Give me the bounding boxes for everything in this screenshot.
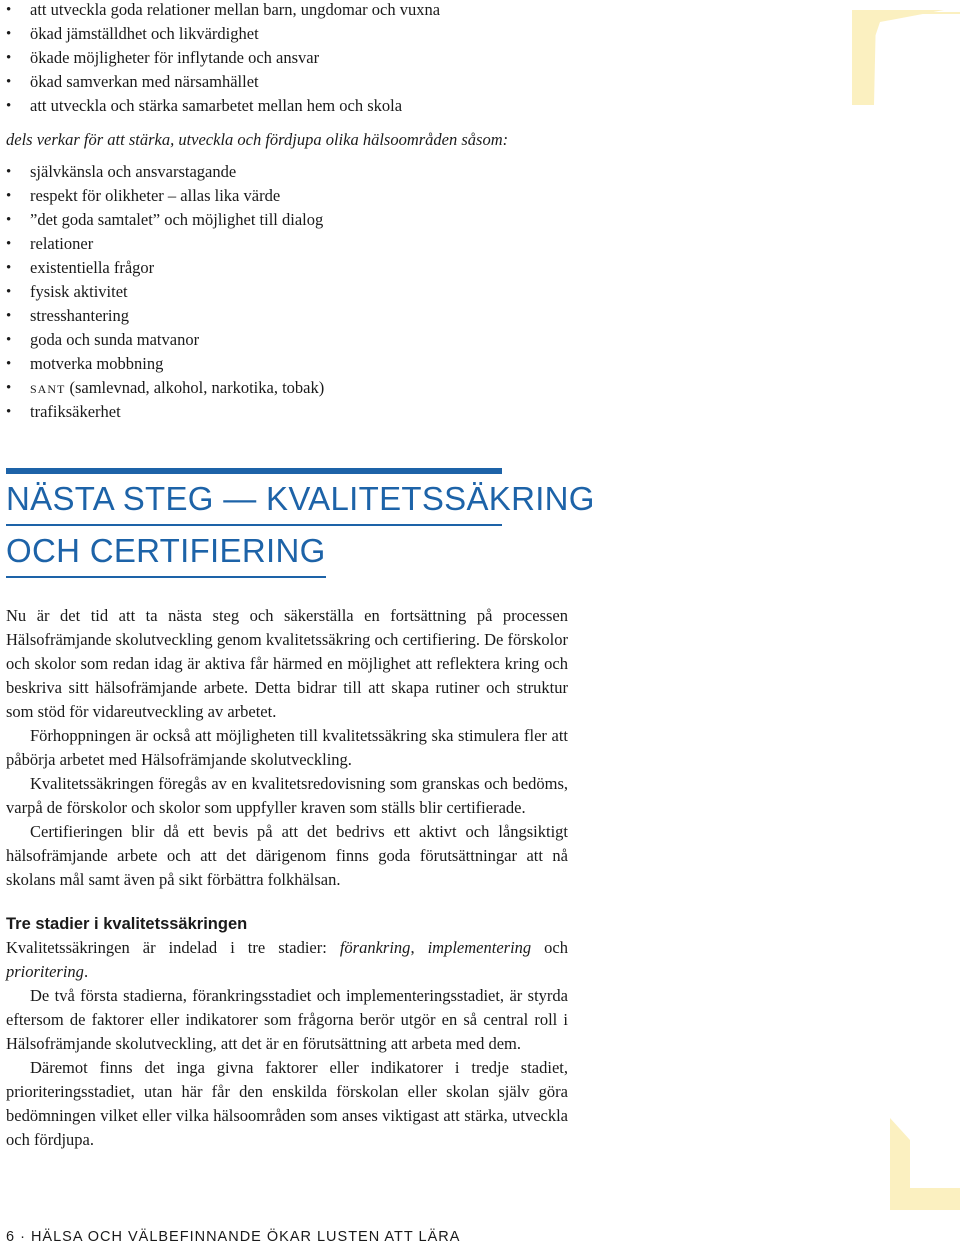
list-item: • ”det goda samtalet” och möjlighet till dialog: [6, 208, 568, 232]
section-heading: [6, 474, 595, 578]
list-item: • goda och sunda matvanor: [6, 328, 568, 352]
intro-italic-line: dels verkar för att stärka, utveckla och fördjupa olika hälsoområden såsom:: [6, 130, 509, 149]
list-item: • ökad jämställdhet och likvärdighet: [6, 22, 568, 46]
list-item: • ökade möjligheter för inflytande och ansvar: [6, 46, 568, 70]
stage-name: prioritering: [6, 962, 84, 981]
corner-mark-top: [850, 10, 960, 105]
section-heading-line-2: OCH CERTIFIERING: [6, 526, 326, 578]
stage-name: implementering: [427, 938, 532, 957]
paragraph: De två första stadierna, förankringsstadiet och implementeringsstadiet, är styrda eftersom de faktorer eller indikatorer som frågorna berör utgör en så central roll i Hälsofrämjande skolutveckling, att det är en förutsättning att arbeta med dem.: [6, 986, 568, 1053]
list-item: • att utveckla goda relationer mellan barn, ungdomar och vuxna: [6, 0, 568, 22]
list-item: • respekt för olikheter – allas lika värde: [6, 184, 568, 208]
stage-name: förankring: [339, 938, 411, 957]
sant-abbreviation: sant: [30, 378, 66, 397]
paragraph: Däremot finns det inga givna faktorer eller indikatorer i tredje stadiet, prioriteringsstadiet, utan här får den enskilda förskolan eller skolan själv göra bedömningen vilket eller vilka hälsoområden som anses viktigast att stärka, utveckla och fördjupa.: [6, 1058, 568, 1149]
paragraph-text: ,: [410, 938, 428, 957]
goals-list: [6, 0, 568, 118]
paragraph: Nu är det tid att ta nästa steg och säkerställa en fortsättning på processen Hälsofrämjande skolutveckling genom kvalitetssäkring och certifiering. De förskolor och skolor som redan idag är aktiva får härmed en möjlighet att reflektera kring och beskriva sitt hälsofrämjande arbete. Detta bidrar till att skapa rutiner och struktur som stöd för vidareutveckling av arbetet.: [6, 606, 568, 721]
paragraph-text: .: [83, 962, 89, 981]
list-item: • stresshantering: [6, 304, 568, 328]
paragraph: [6, 936, 568, 984]
paragraph-text: Kvalitetssäkringen är indelad i tre stadier:: [6, 938, 340, 957]
list-item: • relationer: [6, 232, 568, 256]
corner-mark-bottom: [880, 1118, 960, 1210]
page-footer: 6 · HÄLSA OCH VÄLBEFINNANDE ÖKAR LUSTEN ATT LÄRA: [6, 1229, 461, 1245]
list-item: • att utveckla och stärka samarbetet mellan hem och skola: [6, 94, 568, 118]
main-column: [6, 0, 595, 1152]
subheading: Tre stadier i kvalitetssäkringen: [6, 915, 248, 933]
paragraph: Certifieringen blir då ett bevis på att det bedrivs ett aktivt och långsiktigt hälsofrämjande arbete och att det därigenom finns goda förutsättningar att nå skolans mål samt även på sikt förbättra folkhälsan.: [6, 822, 568, 889]
list-item: • trafiksäkerhet: [6, 400, 568, 424]
list-item: [6, 376, 568, 400]
list-item: • motverka mobbning: [6, 352, 568, 376]
list-item: • självkänsla och ansvarstagande: [6, 160, 568, 184]
health-areas-list: [6, 160, 568, 424]
list-item: • ökad samverkan med närsamhället: [6, 70, 568, 94]
list-item: • existentiella frågor: [6, 256, 568, 280]
list-item: • fysisk aktivitet: [6, 280, 568, 304]
paragraph-text: och: [531, 938, 569, 957]
paragraph: Förhoppningen är också att möjligheten till kvalitetssäkring ska stimulera fler att påbörja arbetet med Hälsofrämjande skolutveckling.: [6, 726, 568, 769]
paragraph: Kvalitetssäkringen föregås av en kvalitetsredovisning som granskas och bedöms, varpå de förskolor och skolor som uppfyller kraven som ställs blir certifierade.: [6, 774, 568, 817]
sant-description: (samlevnad, alkohol, narkotika, tobak): [65, 378, 325, 397]
section-heading-line-1: NÄSTA STEG — KVALITETSSÄKRING: [6, 474, 502, 526]
